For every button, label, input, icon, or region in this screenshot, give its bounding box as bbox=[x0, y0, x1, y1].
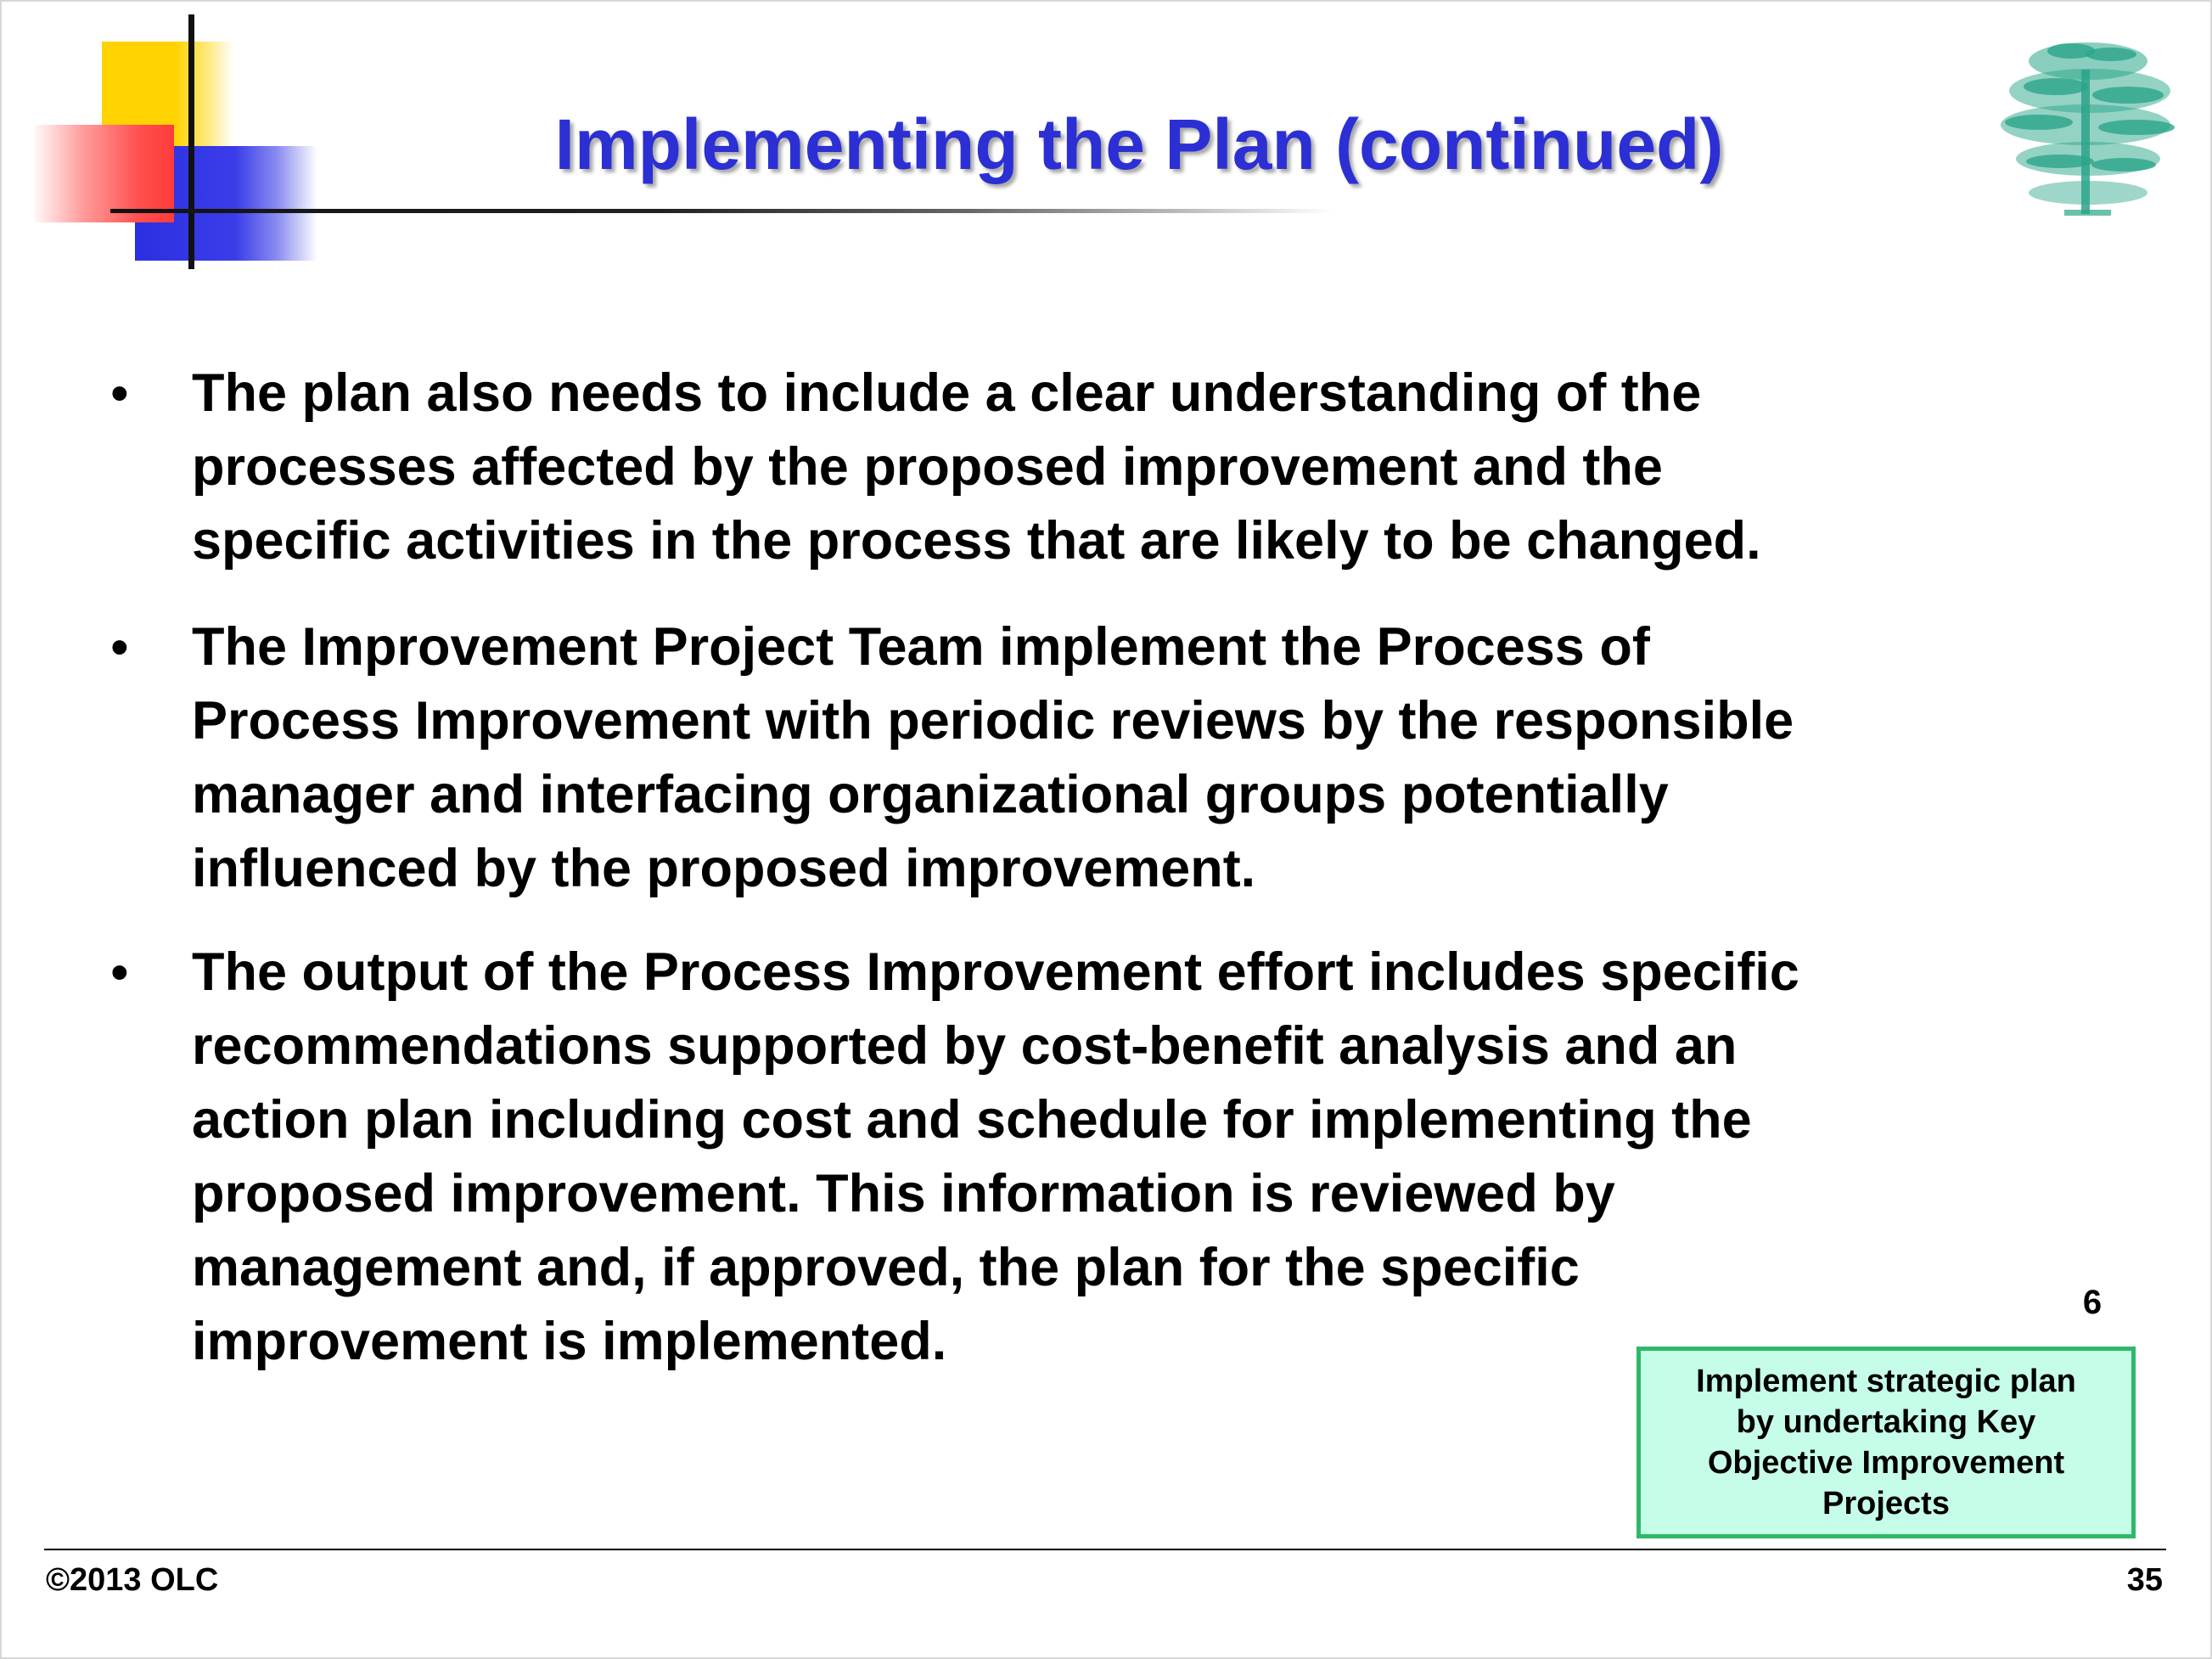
bullet-line: The output of the Process Improvement effort includes specific bbox=[192, 942, 1799, 1002]
bullet-text bbox=[192, 936, 2093, 1379]
tree-icon bbox=[1979, 19, 2192, 231]
step-callout-line: Projects bbox=[1822, 1486, 1950, 1521]
step-callout-text bbox=[1641, 1361, 2131, 1524]
bullet-line: Process Improvement with periodic reviews by the responsible bbox=[192, 691, 1794, 751]
bullet-text bbox=[192, 357, 2093, 578]
page-number: 35 bbox=[2126, 1562, 2163, 1598]
slide-title: Implementing the Plan (continued) bbox=[554, 104, 1724, 184]
bullet-line: specific activities in the process that are likely to be changed. bbox=[192, 511, 1761, 571]
footer-rule bbox=[44, 1549, 2166, 1550]
color-blocks-decoration bbox=[2, 2, 341, 282]
bullet-line: processes affected by the proposed improvement and the bbox=[192, 437, 1663, 497]
red-block bbox=[34, 125, 174, 222]
bullet-line: recommendations supported by cost-benefit analysis and an bbox=[192, 1016, 1738, 1076]
bullet-marker: • bbox=[110, 364, 129, 423]
bullet-text bbox=[192, 610, 2093, 906]
step-number: 6 bbox=[2082, 1284, 2103, 1321]
bullet-line: The plan also needs to include a clear understanding of the bbox=[192, 363, 1702, 423]
vertical-rule bbox=[188, 14, 194, 269]
step-callout-line: Implement strategic plan bbox=[1696, 1364, 2076, 1399]
title-underline bbox=[110, 209, 1333, 213]
bullet-line: influenced by the proposed improvement. bbox=[192, 839, 1256, 898]
step-callout-line: Objective Improvement bbox=[1707, 1445, 2065, 1481]
bullet-line: management and, if approved, the plan for the specific bbox=[192, 1238, 1580, 1297]
step-callout-box bbox=[1637, 1347, 2136, 1538]
bullet-marker: • bbox=[110, 618, 129, 677]
bullet-line: The Improvement Project Team implement the Process of bbox=[192, 617, 1650, 677]
bullet-line: improvement is implemented. bbox=[192, 1312, 947, 1371]
footer-copyright: ©2013 OLC bbox=[46, 1562, 219, 1598]
bullet-marker: • bbox=[110, 943, 129, 1002]
step-callout-line: by undertaking Key bbox=[1736, 1404, 2036, 1440]
bullet-line: manager and interfacing organizational groups potentially bbox=[192, 765, 1669, 824]
bullet-line: proposed improvement. This information is reviewed by bbox=[192, 1164, 1615, 1223]
bullet-line: action plan including cost and schedule for implementing the bbox=[192, 1090, 1752, 1150]
